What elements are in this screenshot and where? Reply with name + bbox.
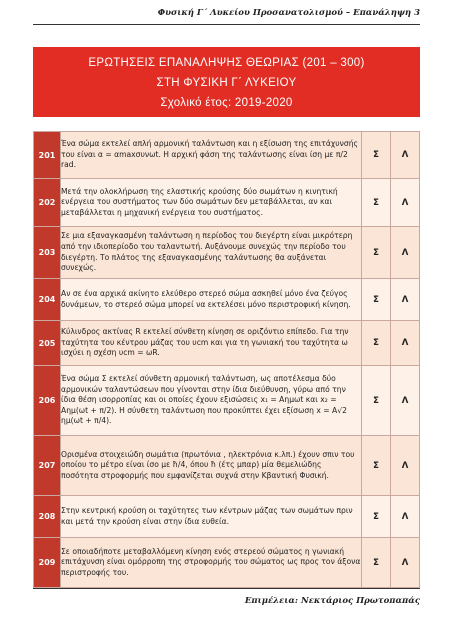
title-line-3: Σχολικό έτος: 2019-2020 [160, 97, 293, 109]
question-row [34, 366, 420, 436]
question-number: 206 [34, 366, 61, 436]
question-number: 202 [34, 179, 61, 227]
question-text: Ένα σώμα εκτελεί απλή αρμονική ταλάντωση και η εξίσωση της επιτάχυνσής του είναι α = αmaxσυνωt. Η αρχική φάση της ταλάντωσης είναι ίση με π/2 rad. [61, 132, 362, 179]
question-row [34, 227, 420, 279]
true-option[interactable]: Σ [362, 538, 391, 588]
questions-table [33, 131, 420, 588]
question-text: Ένα σώμα Σ εκτελεί σύνθετη αρμονική ταλάντωση, ως αποτέλεσμα δύο αρμονικών ταλαντώσεων που γίνονται στην ίδια διεύθυνση, γύρω από την ίδια θέση ισορροπίας και οι οποίες έχουν εξισώσεις x₁ = Αημωt και x₂ = Αημ(ωt + π/2). Η σύνθετη ταλάντωση που προκύπτει έχει εξίσωση x = Α√2 ημ(ωt + π/4). [61, 366, 362, 436]
question-text: Σε μια εξαναγκασμένη ταλάντωση η περίοδος του διεγέρτη είναι μικρότερη από την ιδιοπερίοδο του ταλαντωτή. Αυξάνουμε συνεχώς την περίοδο του διεγέρτη. Το πλάτος της εξαναγκασμένης ταλάντωσης θα αυξάνεται συνεχώς. [61, 227, 362, 279]
question-text: Στην κεντρική κρούση οι ταχύτητες των κέντρων μάζας των σωμάτων πριν και μετά την κρούση είναι στην ίδια ευθεία. [61, 496, 362, 538]
false-option[interactable]: Λ [391, 321, 420, 366]
question-row [34, 179, 420, 227]
question-text: Ορισμένα στοιχειώδη σωμάτια (πρωτόνια , ηλεκτρόνια κ.λπ.) έχουν σπιν του οποίου το μέτρο είναι ίσο με ħ/4, όπου ħ (έτς μπαρ) μία θεμελιώδης ποσότητα στροφορμής που εμφανίζεται συχνά στην Κβαντική Φυσική. [61, 436, 362, 496]
question-row [34, 538, 420, 588]
true-option[interactable]: Σ [362, 279, 391, 321]
false-option[interactable]: Λ [391, 132, 420, 179]
true-option[interactable]: Σ [362, 436, 391, 496]
question-number: 207 [34, 436, 61, 496]
footer-divider [33, 588, 420, 589]
title-line-2: ΣΤΗ ΦΥΣΙΚΗ Γ΄ ΛΥΚΕΙΟΥ [156, 77, 297, 89]
question-number: 204 [34, 279, 61, 321]
true-option[interactable]: Σ [362, 227, 391, 279]
false-option[interactable]: Λ [391, 227, 420, 279]
false-option[interactable]: Λ [391, 366, 420, 436]
question-row [34, 436, 420, 496]
question-number: 201 [34, 132, 61, 179]
false-option[interactable]: Λ [391, 436, 420, 496]
question-row [34, 321, 420, 366]
header-divider [33, 24, 420, 25]
false-option[interactable]: Λ [391, 179, 420, 227]
page-footer: Επιμέλεια: Νεκτάριος Πρωτοπαπάς [244, 596, 420, 606]
false-option[interactable]: Λ [391, 279, 420, 321]
true-option[interactable]: Σ [362, 179, 391, 227]
question-number: 205 [34, 321, 61, 366]
title-line-1: ΕΡΩΤΗΣΕΙΣ ΕΠΑΝΑΛΗΨΗΣ ΘΕΩΡΙΑΣ (201 – 300) [88, 57, 365, 69]
question-text: Μετά την ολοκλήρωση της ελαστικής κρούσης δύο σωμάτων η κινητική ενέργεια του συστήματος των δύο σωμάτων δεν μεταβάλλεται, αν και μεταβάλλεται η μηχανική ενέργεια του συστήματος. [61, 179, 362, 227]
question-row [34, 496, 420, 538]
question-text: Αν σε ένα αρχικά ακίνητο ελεύθερο στερεό σώμα ασκηθεί μόνο ένα ζεύγος δυνάμεων, το στερεό σώμα μπορεί να εκτελέσει μόνο περιστροφική κίνηση. [61, 279, 362, 321]
true-option[interactable]: Σ [362, 496, 391, 538]
false-option[interactable]: Λ [391, 496, 420, 538]
true-option[interactable]: Σ [362, 132, 391, 179]
question-number: 203 [34, 227, 61, 279]
question-text: Κύλινδρος ακτίνας R εκτελεί σύνθετη κίνηση σε οριζόντιο επίπεδο. Για την ταχύτητα του κέντρου μάζας του υcm και για τη γωνιακή του ταχύτητα ω ισχύει η σχέση υcm = ωR. [61, 321, 362, 366]
question-text: Σε οποιαδήποτε μεταβαλλόμενη κίνηση ενός στερεού σώματος η γωνιακή επιτάχυνση είναι ομόρροπη της στροφορμής του σώματος ως προς τον άξονα περιστροφής του. [61, 538, 362, 588]
question-number: 208 [34, 496, 61, 538]
question-row [34, 132, 420, 179]
true-option[interactable]: Σ [362, 321, 391, 366]
false-option[interactable]: Λ [391, 538, 420, 588]
true-option[interactable]: Σ [362, 366, 391, 436]
question-number: 209 [34, 538, 61, 588]
question-row [34, 279, 420, 321]
title-banner [33, 47, 420, 117]
page-header: Φυσική Γ΄ Λυκείου Προσανατολισμού – Επανάληψη 3 [157, 8, 420, 18]
